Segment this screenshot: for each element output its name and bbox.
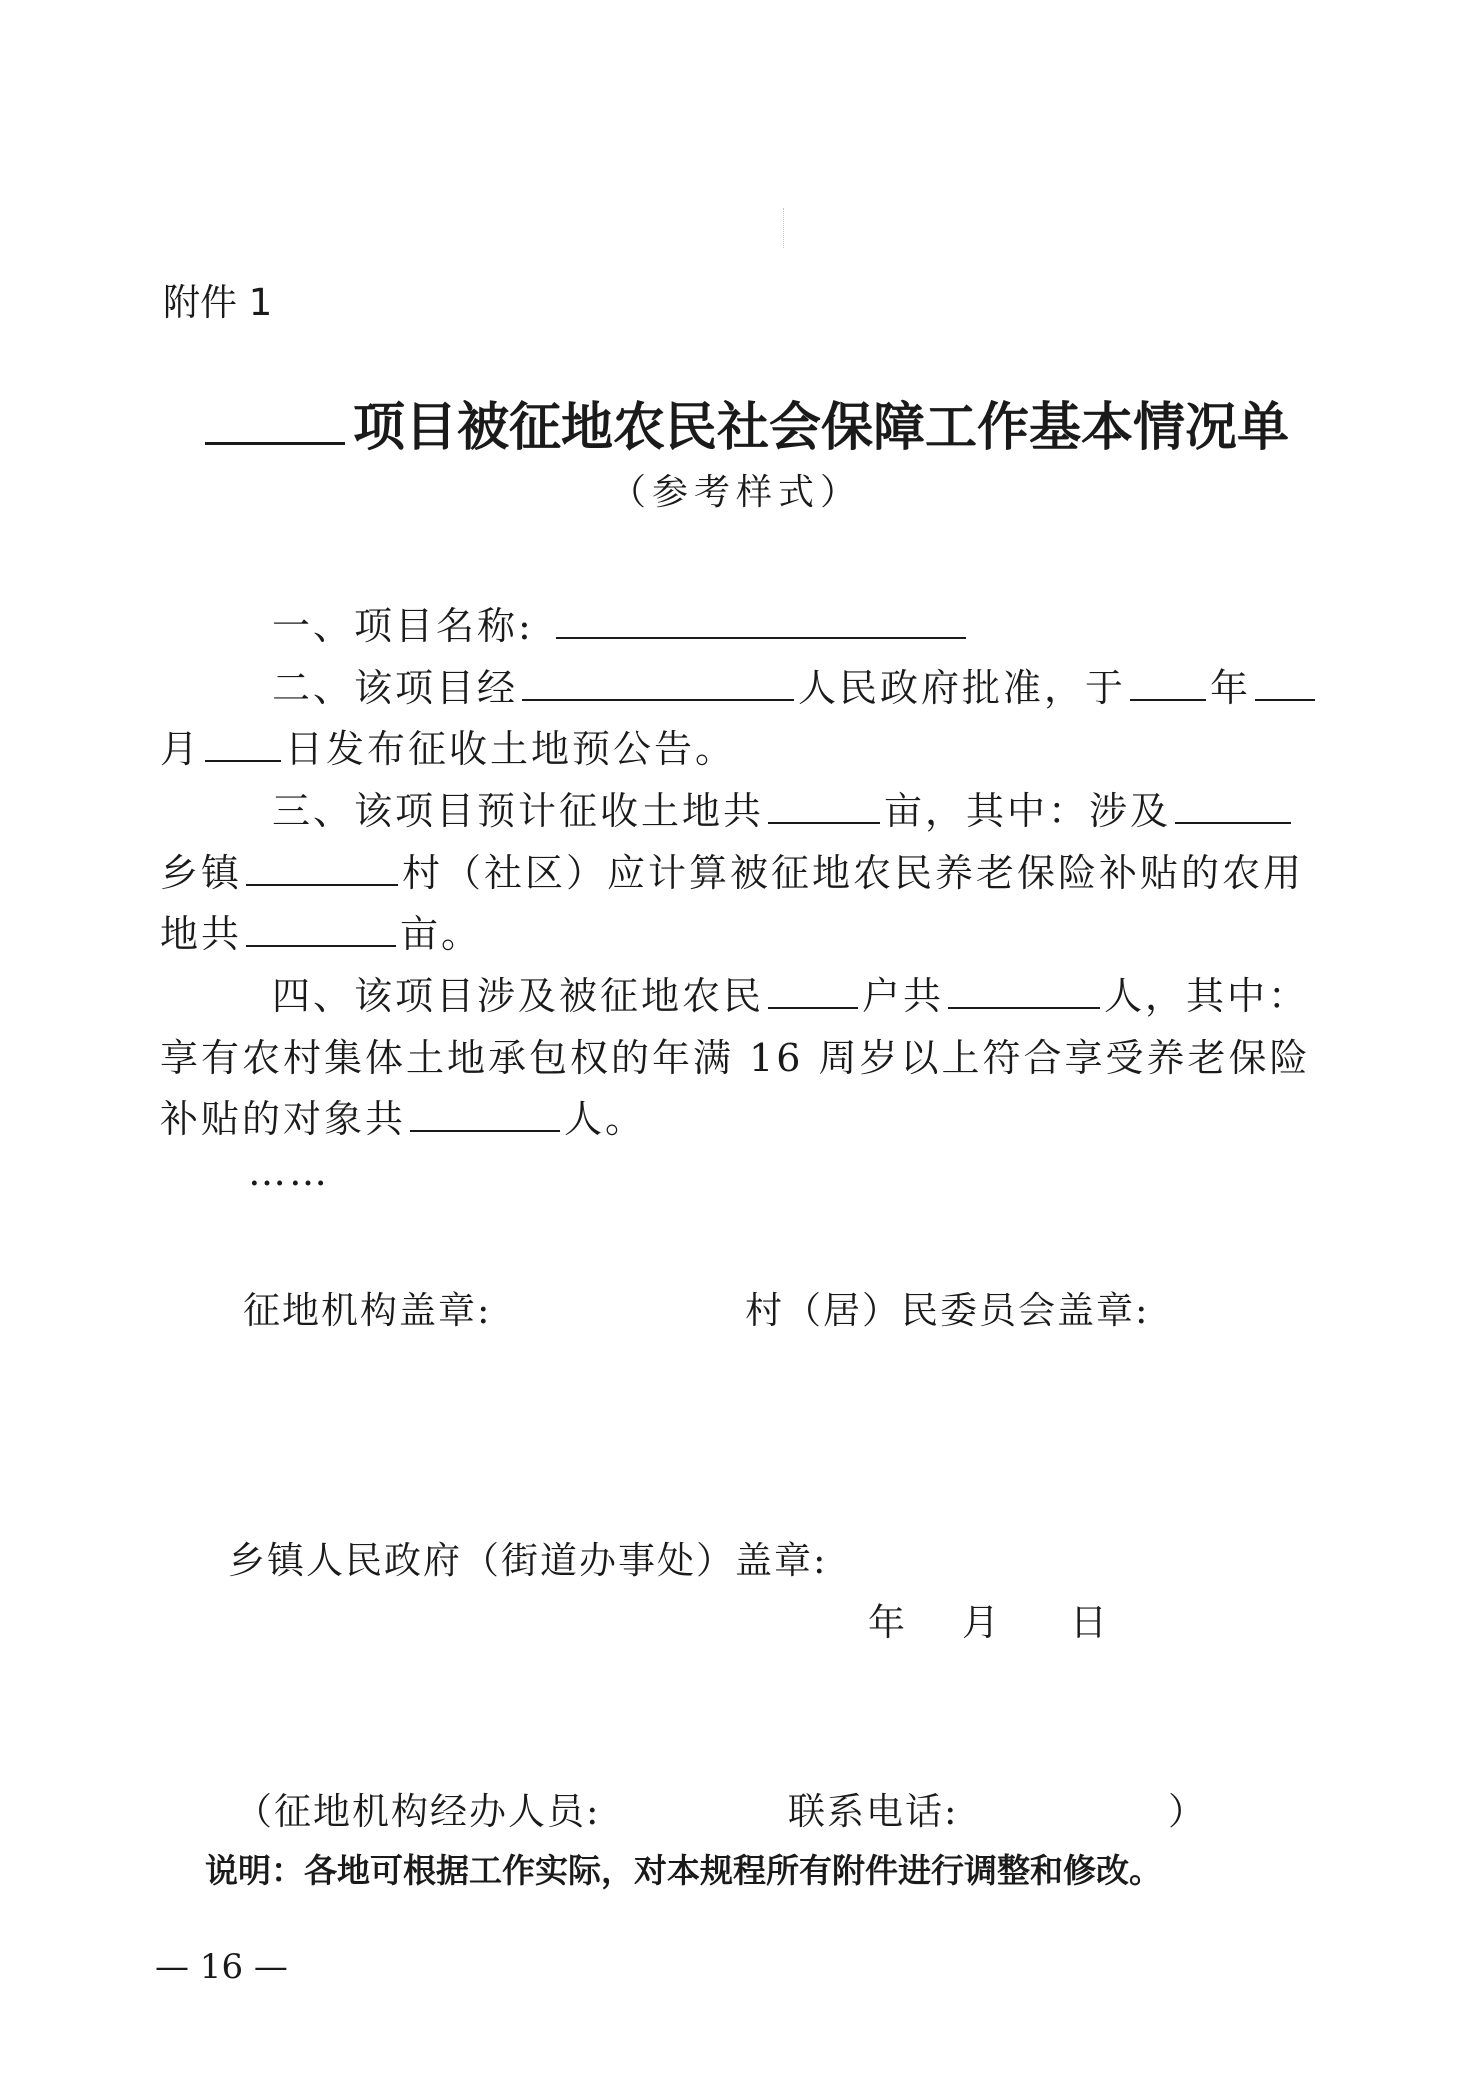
land-agency-seal-label: 征地机构盖章: [243, 1289, 492, 1332]
eligible-count-blank[interactable] [410, 1129, 560, 1132]
village-count-blank[interactable] [246, 883, 398, 886]
item-2-text-d: 月 [160, 727, 202, 771]
ellipsis: …… [248, 1150, 330, 1194]
item-4-line-2: 享有农村集体土地承包权的年满 16 周岁以上符合享受养老保险 [160, 1036, 1311, 1080]
item-4-line [272, 965, 1309, 1020]
project-name-blank[interactable] [556, 636, 966, 639]
day-blank[interactable] [205, 759, 281, 762]
item-2-text-e: 日发布征收土地预公告。 [285, 727, 737, 771]
month-blank[interactable] [1255, 698, 1315, 701]
item-1-line [272, 595, 970, 650]
item-3-line-3 [160, 903, 482, 958]
item-3-text-a: 三、该项目预计征收土地共 [272, 789, 765, 833]
year-blank[interactable] [1130, 698, 1206, 701]
item-3-line [272, 780, 1295, 835]
page-number: — 16 — [155, 1947, 288, 1987]
agency-staff-label: （征地机构经办人员: [235, 1790, 601, 1833]
item-1-label: 一、项目名称: [272, 604, 534, 648]
title-project-blank[interactable] [205, 436, 345, 445]
attachment-label: 附件 1 [163, 281, 273, 324]
contact-phone-label: 联系电话: [788, 1790, 959, 1833]
town-count-blank[interactable] [1175, 821, 1291, 824]
title-text: 项目被征地农民社会保障工作基本情况单 [353, 398, 1290, 458]
item-4-text-a: 四、该项目涉及被征地农民 [272, 974, 765, 1018]
item-3-text-d: 村（社区）应计算被征地农民养老保险补贴的农用 [402, 851, 1305, 895]
farmland-area-blank[interactable] [246, 944, 396, 947]
item-2-text-b: 人民政府批准，于 [798, 666, 1127, 710]
document-title [205, 385, 1289, 460]
town-government-seal-label: 乡镇人民政府（街道办事处）盖章: [228, 1539, 828, 1582]
scan-crease [783, 208, 785, 248]
item-4-line-3 [160, 1088, 646, 1143]
date-day: 日 [1070, 1601, 1109, 1644]
item-2-text-a: 二、该项目经 [272, 666, 519, 710]
item-2-text-c: 年 [1210, 666, 1252, 710]
item-2-line [272, 657, 1319, 712]
item-2-line-2 [160, 718, 736, 773]
household-count-blank[interactable] [768, 1006, 858, 1009]
date-month: 月 [962, 1601, 1001, 1644]
item-3-line-2 [160, 842, 1304, 897]
item-4-text-f: 人。 [564, 1097, 647, 1141]
person-count-blank[interactable] [948, 1006, 1100, 1009]
land-area-blank[interactable] [768, 821, 880, 824]
item-3-text-b: 亩，其中：涉及 [884, 789, 1172, 833]
item-4-text-b: 户共 [862, 974, 945, 1018]
document-subtitle: （参考样式） [610, 472, 863, 513]
item-3-text-f: 亩。 [400, 912, 483, 956]
government-blank[interactable] [522, 698, 794, 701]
item-3-text-c: 乡镇 [160, 851, 243, 895]
village-committee-seal-label: 村（居）民委员会盖章: [745, 1289, 1150, 1332]
contact-close-paren: ） [1168, 1790, 1207, 1833]
item-4-text-c: 人，其中： [1104, 974, 1310, 1018]
item-3-text-e: 地共 [160, 912, 243, 956]
explanatory-note: 说明：各地可根据工作实际，对本规程所有附件进行调整和修改。 [205, 1851, 1162, 1890]
date-year: 年 [868, 1601, 907, 1644]
item-4-text-e: 补贴的对象共 [160, 1097, 407, 1141]
